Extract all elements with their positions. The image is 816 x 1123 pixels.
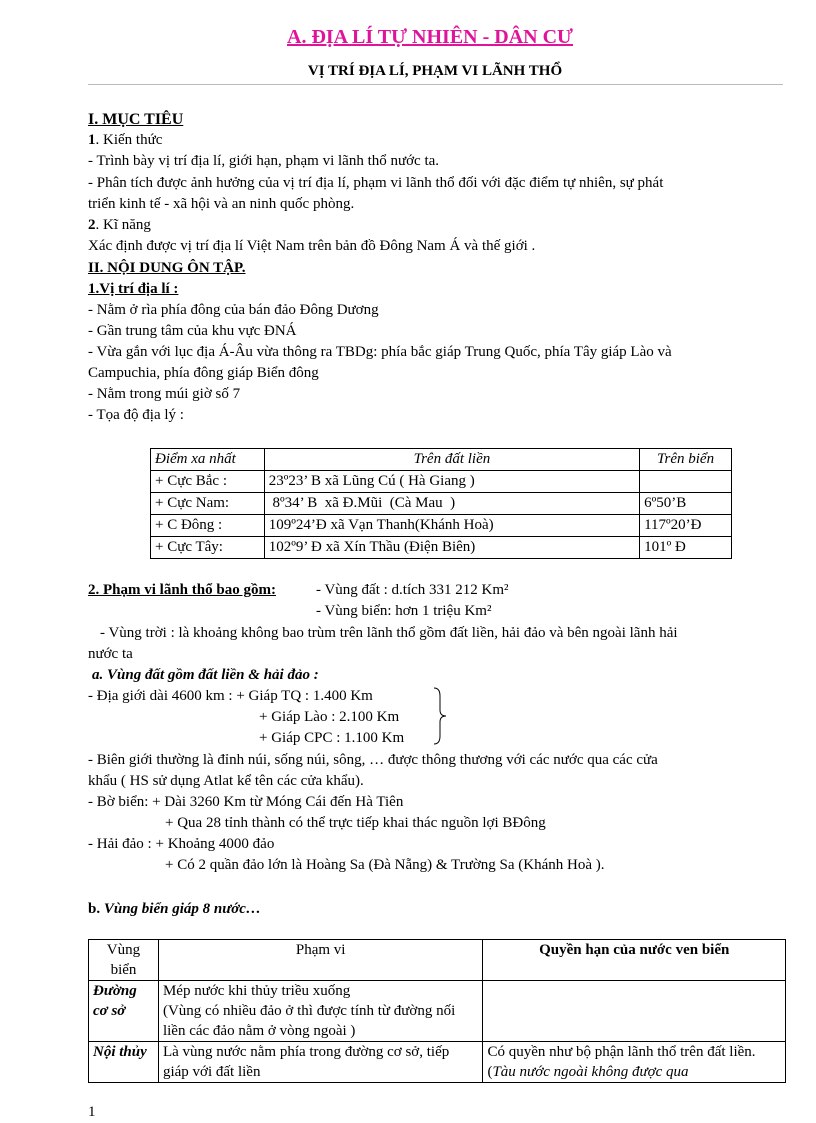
table-row xyxy=(151,493,732,515)
land-heading: a. Vùng đất gồm đất liền & hải đảo : xyxy=(92,667,319,683)
frontier-line-a: - Biên giới thường là đỉnh núi, sống núi, sông, … được thông thương với các nước qua các cửa xyxy=(88,752,658,768)
position-item-3a: - Vừa gắn với lục địa Á-Âu vừa thông ra TBDg: phía bắc giáp Trung Quốc, phía Tây giáp Lào và xyxy=(88,344,672,360)
zone-rights-cell xyxy=(483,1042,786,1083)
scope-air-a: - Vùng trời : là khoảng không bao trùm trên lãnh thổ gồm đất liền, hải đảo và bên ngoài lãnh hải xyxy=(100,625,678,641)
table-cell: 6º50’B xyxy=(640,493,732,515)
border-line-1: - Địa giới dài 4600 km : + Giáp TQ : 1.400 Km xyxy=(88,688,373,704)
zone-rights-text: Có quyền như bộ phận lãnh thổ trên đất liền.( xyxy=(487,1044,756,1080)
scope-land: - Vùng đất : d.tích 331 212 Km² xyxy=(316,582,509,598)
section-2-heading: II. NỘI DUNG ÔN TẬP. xyxy=(88,260,246,276)
knowledge-heading xyxy=(88,130,162,151)
zone-scope-cell: Là vùng nước nằm phía trong đường cơ sở, tiếp giáp với đất liền xyxy=(158,1042,482,1083)
table-header-cell: Trên đất liền xyxy=(264,449,639,471)
page-title: A. ĐỊA LÍ TỰ NHIÊN - DÂN CƯ xyxy=(287,26,573,48)
border-line-3: + Giáp CPC : 1.100 Km xyxy=(259,730,405,746)
table-cell: 109º24’Đ xã Vạn Thanh(Khánh Hoà) xyxy=(264,515,639,537)
knowledge-number: 1 xyxy=(88,132,96,148)
knowledge-label: . Kiến thức xyxy=(95,132,163,148)
border-line-2: + Giáp Lào : 2.100 Km xyxy=(259,709,400,725)
position-heading: 1.Vị trí địa lí : xyxy=(88,281,179,297)
position-item-2: - Gần trung tâm của khu vực ĐNÁ xyxy=(88,323,297,339)
title-divider xyxy=(88,84,783,85)
knowledge-item-2a: - Phân tích được ảnh hưởng của vị trí địa lí, phạm vi lãnh thổ đối với đặc điểm tự nhiên, sự phát xyxy=(88,175,664,191)
scope-heading: 2. Phạm vi lãnh thổ bao gồm: xyxy=(88,582,276,598)
sea-heading xyxy=(88,899,261,920)
table-cell: 101º Đ xyxy=(640,537,732,559)
table-row xyxy=(89,981,786,1042)
table-cell: 8º34’ B xã Đ.Mũi (Cà Mau ) xyxy=(264,493,639,515)
table-cell: 117º20’Đ xyxy=(640,515,732,537)
sea-zones-table xyxy=(88,939,786,1083)
table-header-row xyxy=(151,449,732,471)
scope-air-b: nước ta xyxy=(88,646,133,662)
zone-name-cell: Đường cơ sở xyxy=(89,981,159,1042)
table-cell: 102º9’ Đ xã Xín Thầu (Điện Biên) xyxy=(264,537,639,559)
sea-heading-text: Vùng biển giáp 8 nước… xyxy=(103,901,261,917)
coast-line-2: + Qua 28 tỉnh thành có thể trực tiếp khai thác nguồn lợi BĐông xyxy=(165,815,546,831)
table-header-row xyxy=(89,940,786,981)
table-row xyxy=(151,471,732,493)
table-header-cell: Điểm xa nhất xyxy=(151,449,265,471)
table-row xyxy=(151,537,732,559)
knowledge-item-1: - Trình bày vị trí địa lí, giới hạn, phạm vi lãnh thổ nước ta. xyxy=(88,153,440,169)
table-cell: 23º23’ B xã Lũng Cú ( Hà Giang ) xyxy=(264,471,639,493)
frontier-line-b: khẩu ( HS sử dụng Atlat kể tên các cửa khẩu). xyxy=(88,773,364,789)
table-header-cell: Trên biển xyxy=(640,449,732,471)
position-item-4: - Nằm trong múi giờ số 7 xyxy=(88,386,241,402)
zone-scope-cell xyxy=(158,981,482,1042)
table-cell: + Cực Nam: xyxy=(151,493,265,515)
coordinates-table xyxy=(150,448,732,559)
table-row xyxy=(151,515,732,537)
position-item-5: - Tọa độ địa lý : xyxy=(88,407,184,423)
skills-heading xyxy=(88,215,151,236)
skills-label: . Kĩ năng xyxy=(95,217,151,233)
zone-rights-note: Tàu nước ngoài không được qua xyxy=(492,1064,689,1080)
island-line-1: - Hải đảo : + Khoảng 4000 đảo xyxy=(88,836,275,852)
scope-sea: - Vùng biển: hơn 1 triệu Km² xyxy=(316,603,492,619)
table-header-cell: Phạm vi xyxy=(158,940,482,981)
page-number: 1 xyxy=(88,1104,96,1120)
table-header-cell: Vùng biển xyxy=(89,940,159,981)
table-cell: + Cực Bắc : xyxy=(151,471,265,493)
island-line-2: + Có 2 quần đảo lớn là Hoàng Sa (Đà Nẵng) & Trường Sa (Khánh Hoà ). xyxy=(165,857,605,873)
zone-scope-note: (Vùng có nhiều đảo ở thì được tính từ đường nối liền các đảo nằm ở vòng ngoài ) xyxy=(162,1003,456,1039)
table-header-cell: Quyền hạn của nước ven biển xyxy=(483,940,786,981)
position-item-3b: Campuchia, phía đông giáp Biển đông xyxy=(88,365,319,381)
lesson-subtitle: VỊ TRÍ ĐỊA LÍ, PHẠM VI LÃNH THỔ xyxy=(307,63,563,79)
section-1-heading: I. MỤC TIÊU xyxy=(88,111,184,128)
knowledge-item-2b: triển kinh tế - xã hội và an ninh quốc phòng. xyxy=(88,196,355,212)
sea-heading-prefix: b. xyxy=(88,901,104,917)
skills-number: 2 xyxy=(88,217,96,233)
skills-item-1: Xác định được vị trí địa lí Việt Nam trên bản đồ Đông Nam Á và thế giới . xyxy=(88,238,536,254)
zone-name-cell: Nội thủy xyxy=(89,1042,159,1083)
position-item-1: - Nằm ở rìa phía đông của bán đảo Đông Dương xyxy=(88,302,379,318)
zone-scope-main: Mép nước khi thủy triều xuống xyxy=(162,983,351,999)
coast-line-1: - Bờ biển: + Dài 3260 Km từ Móng Cái đến Hà Tiên xyxy=(88,794,404,810)
table-cell: + C Đông : xyxy=(151,515,265,537)
table-cell xyxy=(640,471,732,493)
brace-symbol xyxy=(432,686,448,746)
table-cell: + Cực Tây: xyxy=(151,537,265,559)
table-row xyxy=(89,1042,786,1083)
zone-rights-cell xyxy=(483,981,786,1042)
